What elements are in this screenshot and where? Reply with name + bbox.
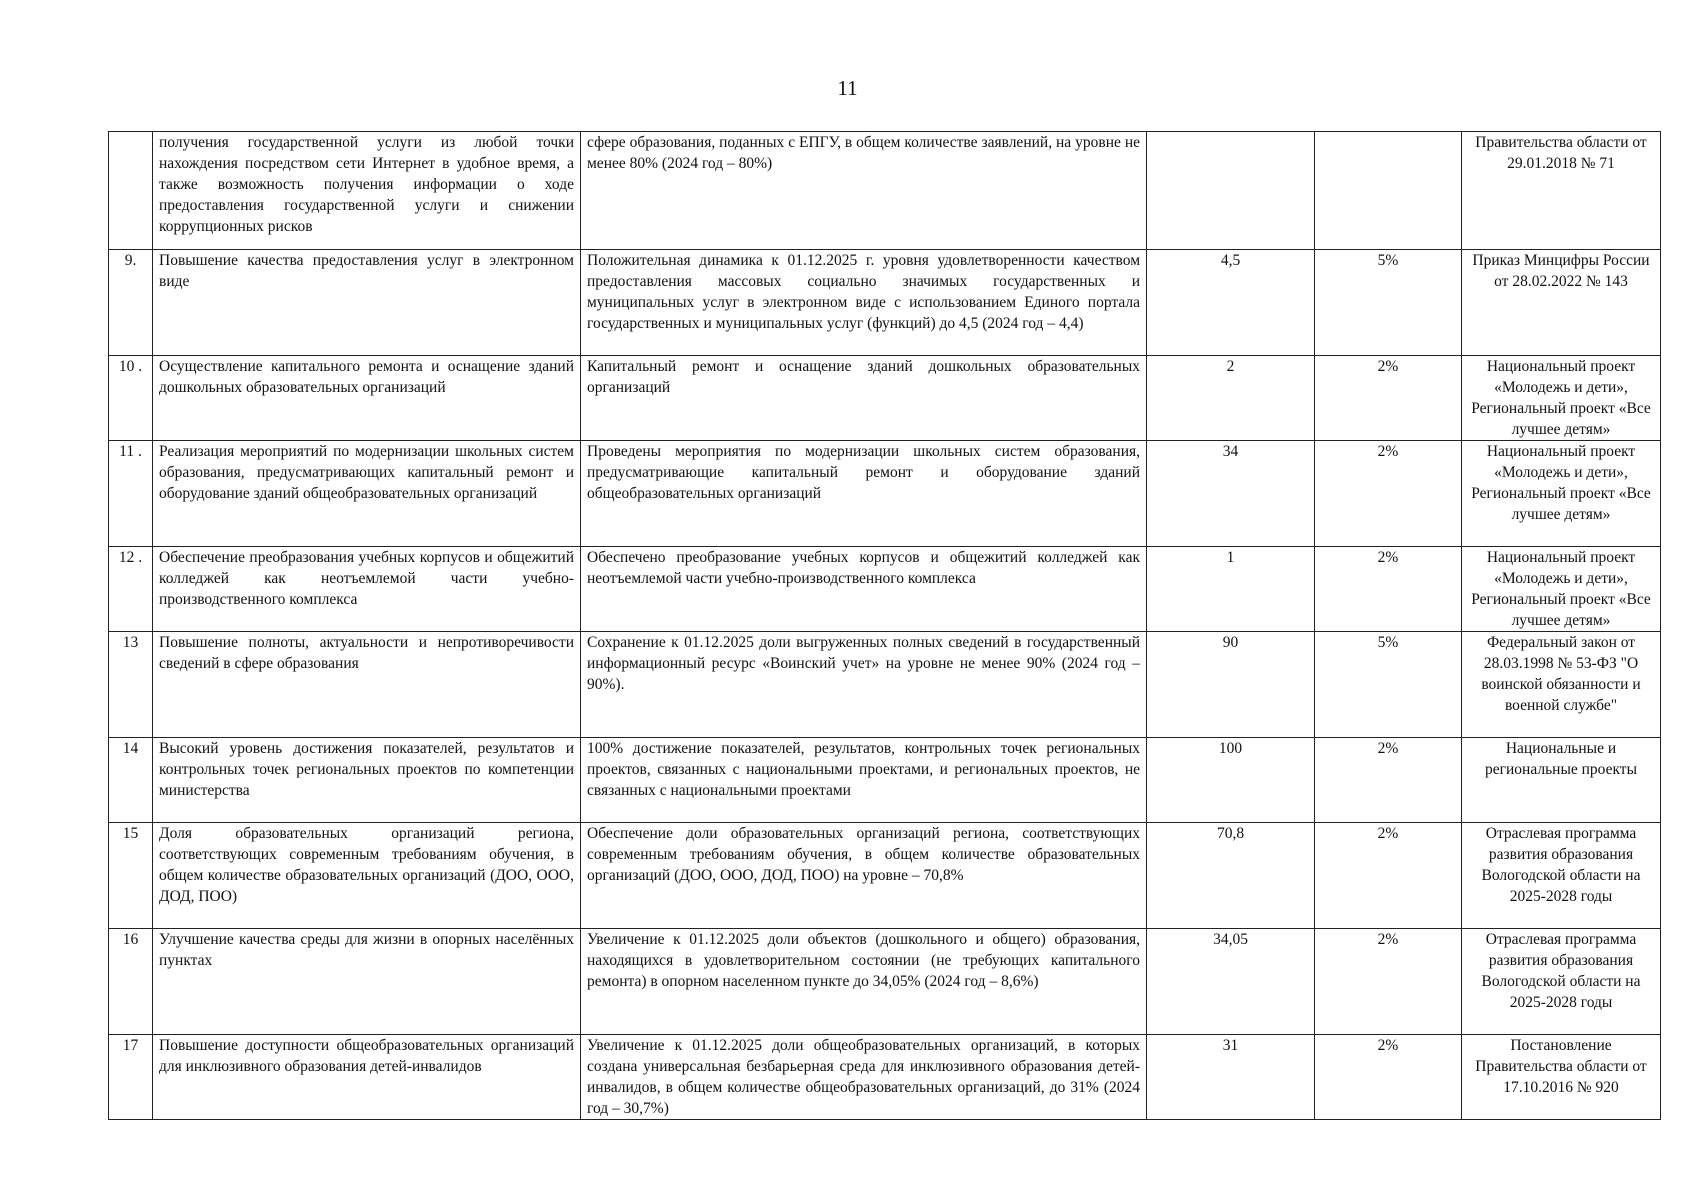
table-row [109,441,1661,547]
row-number: 12 . [109,547,153,632]
value-cell: 2 [1147,356,1315,441]
row-number: 15 [109,823,153,929]
weight-cell: 5% [1315,250,1462,356]
result-cell: Обеспечение доли образовательных организаций региона, соответствующих современным требованиям обучения, в общем количестве образовательных организаций (ДОО, ООО, ДОД, ПОО) на уровне – 70,8% [581,823,1147,929]
table-row [109,547,1661,632]
source-cell: Отраслевая программа развития образования Вологодской области на 2025-2028 годы [1462,929,1661,1035]
weight-cell: 2% [1315,547,1462,632]
result-cell: Сохранение к 01.12.2025 доли выгруженных полных сведений в государственный информационный ресурс «Воинский учет» на уровне не менее 90% (2024 год – 90%). [581,632,1147,738]
source-cell: Национальный проект «Молодежь и дети», Региональный проект «Все лучшее детям» [1462,441,1661,547]
result-cell: Проведены мероприятия по модернизации школьных систем образования, предусматривающие капитальный ремонт и оборудование зданий общеобразовательных организаций [581,441,1147,547]
source-cell: Приказ Минцифры России от 28.02.2022 № 143 [1462,250,1661,356]
row-number: 14 [109,738,153,823]
value-cell: 31 [1147,1035,1315,1120]
table-row [109,250,1661,356]
value-cell: 34 [1147,441,1315,547]
source-cell: Национальные и региональные проекты [1462,738,1661,823]
task-cell: Доля образовательных организаций региона, соответствующих современным требованиям обучения, в общем количестве образовательных организаций (ДОО, ООО, ДОД, ПОО) [153,823,581,929]
task-cell: Реализация мероприятий по модернизации школьных систем образования, предусматривающих капитальный ремонт и оборудование зданий общеобразовательных организаций [153,441,581,547]
weight-cell: 2% [1315,738,1462,823]
table-row [109,1035,1661,1120]
table-row [109,132,1661,250]
value-cell: 90 [1147,632,1315,738]
value-cell: 4,5 [1147,250,1315,356]
task-cell: Повышение доступности общеобразовательных организаций для инклюзивного образования детей-инвалидов [153,1035,581,1120]
value-cell: 1 [1147,547,1315,632]
source-cell: Национальный проект «Молодежь и дети», Региональный проект «Все лучшее детям» [1462,356,1661,441]
table-row [109,356,1661,441]
weight-cell: 2% [1315,1035,1462,1120]
weight-cell: 2% [1315,929,1462,1035]
row-number: 16 [109,929,153,1035]
weight-cell: 5% [1315,632,1462,738]
result-cell: сфере образования, поданных с ЕПГУ, в общем количестве заявлений, на уровне не менее 80% (2024 год – 80%) [581,132,1147,250]
result-cell: Увеличение к 01.12.2025 доли общеобразовательных организаций, в которых создана универсальная безбарьерная среда для инклюзивного образования детей-инвалидов, в общем количестве общеобразовательных организаций, до 31% (2024 год – 30,7%) [581,1035,1147,1120]
weight-cell: 2% [1315,356,1462,441]
source-cell: Постановление Правительства области от 17.10.2016 № 920 [1462,1035,1661,1120]
result-cell: Обеспечено преобразование учебных корпусов и общежитий колледжей как неотъемлемой части учебно-производственного комплекса [581,547,1147,632]
indicators-table [108,131,1661,1120]
value-cell: 100 [1147,738,1315,823]
weight-cell: 2% [1315,441,1462,547]
task-cell: Осуществление капитального ремонта и оснащение зданий дошкольных образовательных организаций [153,356,581,441]
table-row [109,929,1661,1035]
value-cell: 34,05 [1147,929,1315,1035]
task-cell: Повышение качества предоставления услуг в электронном виде [153,250,581,356]
source-cell: Федеральный закон от 28.03.1998 № 53-ФЗ "О воинской обязанности и военной службе" [1462,632,1661,738]
row-number: 11 . [109,441,153,547]
table-row [109,632,1661,738]
result-cell: Увеличение к 01.12.2025 доли объектов (дошкольного и общего) образования, находящихся в удовлетворительном состоянии (не требующих капитального ремонта) в опорном населенном пункте до 34,05% (2024 год – 8,6%) [581,929,1147,1035]
row-number: 9. [109,250,153,356]
page-number: 11 [837,76,858,100]
task-cell: получения государственной услуги из любой точки нахождения посредством сети Интернет в удобное время, а также возможность получения информации о ходе предоставления государственной услуги и снижении коррупционных рисков [153,132,581,250]
task-cell: Повышение полноты, актуальности и непротиворечивости сведений в сфере образования [153,632,581,738]
source-cell: Правительства области от 29.01.2018 № 71 [1462,132,1661,250]
row-number [109,132,153,250]
weight-cell: 2% [1315,823,1462,929]
table-row [109,823,1661,929]
task-cell: Улучшение качества среды для жизни в опорных населённых пунктах [153,929,581,1035]
value-cell: 70,8 [1147,823,1315,929]
row-number: 10 . [109,356,153,441]
table-row [109,738,1661,823]
result-cell: Капитальный ремонт и оснащение зданий дошкольных образовательных организаций [581,356,1147,441]
row-number: 17 [109,1035,153,1120]
source-cell: Национальный проект «Молодежь и дети», Региональный проект «Все лучшее детям» [1462,547,1661,632]
source-cell: Отраслевая программа развития образования Вологодской области на 2025-2028 годы [1462,823,1661,929]
value-cell [1147,132,1315,250]
task-cell: Высокий уровень достижения показателей, результатов и контрольных точек региональных проектов по компетенции министерства [153,738,581,823]
task-cell: Обеспечение преобразования учебных корпусов и общежитий колледжей как неотъемлемой части учебно-производственного комплекса [153,547,581,632]
result-cell: Положительная динамика к 01.12.2025 г. уровня удовлетворенности качеством предоставления массовых социально значимых государственных и муниципальных услуг в электронном виде с использованием Единого портала государственных и муниципальных услуг (функций) до 4,5 (2024 год – 4,4) [581,250,1147,356]
row-number: 13 [109,632,153,738]
result-cell: 100% достижение показателей, результатов, контрольных точек региональных проектов, связанных с национальными проектами, и региональных проектов, не связанных с национальными проектами [581,738,1147,823]
weight-cell [1315,132,1462,250]
